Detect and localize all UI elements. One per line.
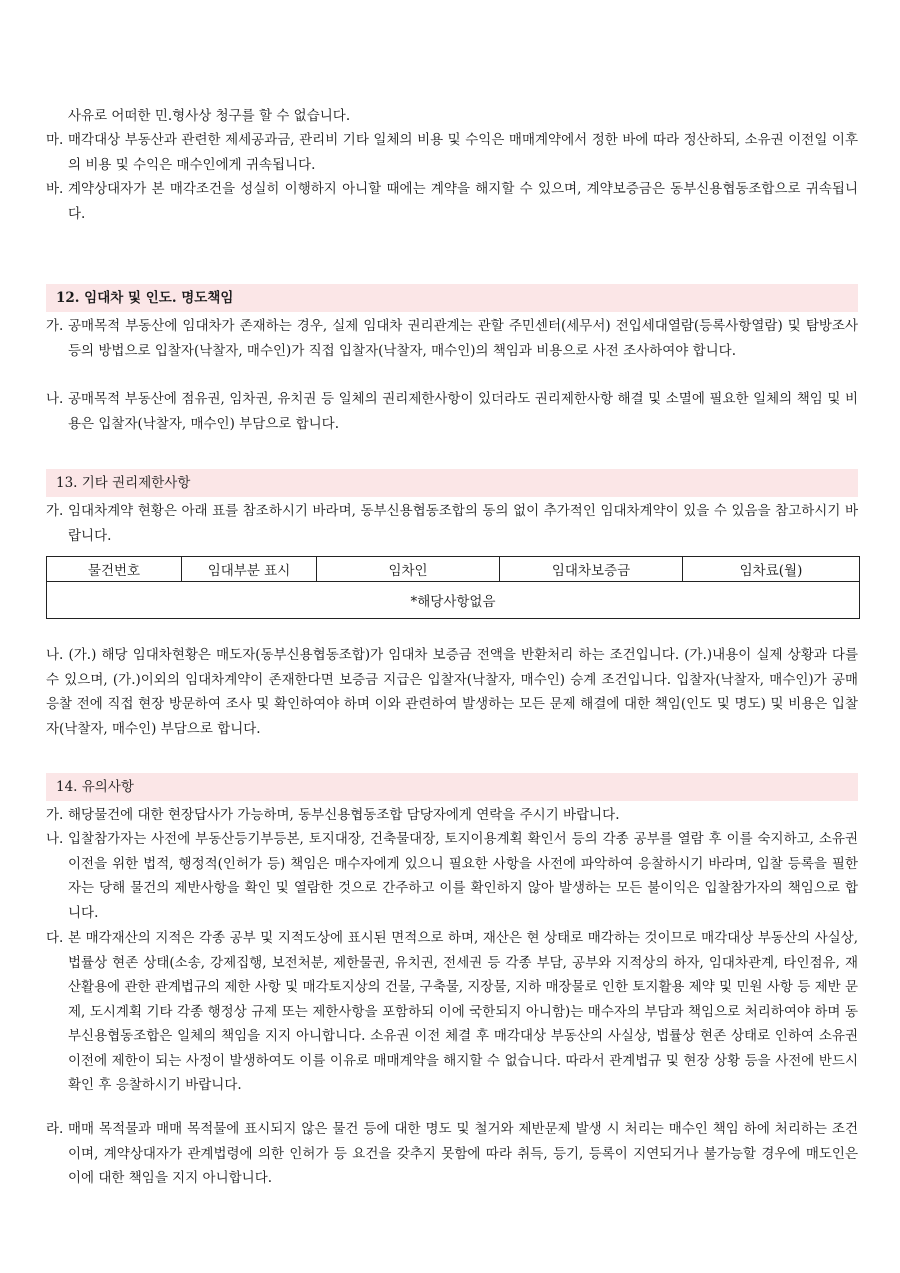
lease-status-table [46,556,860,619]
list-text: 공매목적 부동산에 점유권, 임차권, 유치권 등 일체의 권리제한사항이 있더라도 권리제한사항 해결 및 소멸에 필요한 일체의 책임 및 비용은 입찰자(낙찰자, 매수인) 부담으로 합니다. [68,391,858,432]
list-text: 임대차계약 현황은 아래 표를 참조하시기 바라며, 동부신용협동조합의 동의 없이 추가적인 임대차계약이 있을 수 있음을 참고하시기 바랍니다. [68,503,858,544]
list-text: 매매 목적물과 매매 목적물에 표시되지 않은 물건 등에 대한 명도 및 철거와 제반문제 발생 시 처리는 매수인 책임 하에 처리하는 조건이며, 계약상대자가 관계법령에 의한 인허가 등 요건을 갖추지 못함에 따라 취득, 등기, 등록이 지연되거나 불가능할 경우에 매도인은 이에 대한 책임을 지지 아니합니다. [68,1121,858,1186]
list-marker: 가. [46,807,64,823]
list-item [46,128,858,177]
empty-row-text: *해당사항없음 [47,582,860,619]
list-marker: 라. [46,1121,64,1137]
list-marker: 가. [46,318,64,334]
list-marker: 바. [46,181,64,197]
list-marker: 나. [46,831,64,847]
list-text: 계약상대자가 본 매각조건을 성실히 이행하지 아니할 때에는 계약을 해지할 수 있으며, 계약보증금은 동부신용협동조합으로 귀속됩니다. [68,181,858,222]
list-marker: 마. [46,132,64,148]
col-header-leased-part: 임대부분 표시 [182,557,317,582]
list-text: 입찰참가자는 사전에 부동산등기부등본, 토지대장, 건축물대장, 토지이용계획 확인서 등의 각종 공부를 열람 후 이를 숙지하고, 소유권 이전을 위한 법적, 행정적(인허가 등) 책임은 매수자에게 있으니 필요한 사항을 사전에 파악하여 응찰하시기 바라며, 입찰 등록을 필한 자는 당해 물건의 제반사항을 확인 및 열람한 것으로 간주하고 이를 확인하지 않아 발생하는 모든 불이익은 입찰참가자의 책임으로 합니다. [68,831,858,921]
list-text: 매각대상 부동산과 관련한 제세공과금, 관리비 기타 일체의 비용 및 수익은 매매계약에서 정한 바에 따라 정산하되, 소유권 이전일 이후의 비용 및 수익은 매수인에게 귀속됩니다. [68,132,858,173]
list-item [46,827,858,925]
list-item [46,1117,858,1191]
table-header-row [47,557,860,582]
col-header-deposit: 임대차보증금 [500,557,683,582]
continued-text: 사유로 어떠한 민.형사상 청구를 할 수 없습니다. [68,108,351,124]
col-header-item-number: 물건번호 [47,557,182,582]
list-item [46,387,858,436]
section-12-heading: 12. 임대차 및 인도. 명도책임 [46,284,858,312]
col-header-monthly-rent: 임차료(월) [683,557,860,582]
list-marker: 나. [46,391,64,407]
list-marker: 다. [46,930,64,946]
list-text: 해당물건에 대한 현장답사가 가능하며, 동부신용협동조합 담당자에게 연락을 주시기 바랍니다. [68,807,620,823]
lease-note-paragraph: 나. (가.) 해당 임대차현황은 매도자(동부신용협동조합)가 임대차 보증금 전액을 반환처리 하는 조건입니다. (가.)내용이 실제 상황과 다를 수 있으며, (가.)이외의 임대차계약이 존재한다면 보증금 지급은 입찰자(낙찰자, 매수인) 승계 조건입니다. 입찰자(낙찰자, 매수인)가 공매응찰 전에 직접 현장 방문하여 조사 및 확인하여야 하며 이와 관련하여 발생하는 모든 문제 해결에 대한 책임(인도 및 명도) 및 비용은 입찰자(낙찰자, 매수인) 부담으로 합니다. [46,647,858,737]
list-text: 본 매각재산의 지적은 각종 공부 및 지적도상에 표시된 면적으로 하며, 재산은 현 상태로 매각하는 것이므로 매각대상 부동산의 사실상, 법률상 현존 상태(소송, 강제집행, 보전처분, 제한물권, 유치권, 전세권 등 각종 부담, 공부와 지적상의 하자, 임대차관계, 타인점유, 재산활용에 관한 관계법규의 제한 사항 및 매각토지상의 건물, 구축물, 지장물, 지하 매장물로 인한 토지활용 제약 및 민원 사항 등 제반 문제, 도시계획 기타 각종 행정상 규제 또는 제한사항을 포함하되 이에 국한되지 아니함)는 매수자의 부담과 책임으로 처리하여야 하며 동부신용협동조합은 일체의 책임을 지지 아니합니다. 소유권 이전 체결 후 매각대상 부동산의 사실상, 법률상 현존 상태로 인하여 소유권 이전에 제한이 되는 사정이 발생하여도 이를 이유로 매매계약을 해지할 수 없습니다. 따라서 관계법규 및 현장 상황 등을 사전에 반드시 확인 후 응찰하시기 바랍니다. [68,930,858,1093]
list-item [46,314,858,363]
section-14-heading: 14. 유의사항 [46,773,858,801]
list-item [46,499,858,548]
list-marker: 가. [46,503,64,519]
table-row [47,582,860,619]
list-item [46,926,858,1098]
list-text: 공매목적 부동산에 임대차가 존재하는 경우, 실제 임대차 권리관계는 관할 주민센터(세무서) 전입세대열람(등록사항열람) 및 탐방조사 등의 방법으로 입찰자(낙찰자, 매수인)가 직접 입찰자(낙찰자, 매수인)의 책임과 비용으로 사전 조사하여야 합니다. [68,318,858,359]
list-item [46,803,858,828]
list-item [46,177,858,226]
col-header-tenant: 임차인 [317,557,500,582]
section-13-heading: 13. 기타 권리제한사항 [46,469,858,497]
